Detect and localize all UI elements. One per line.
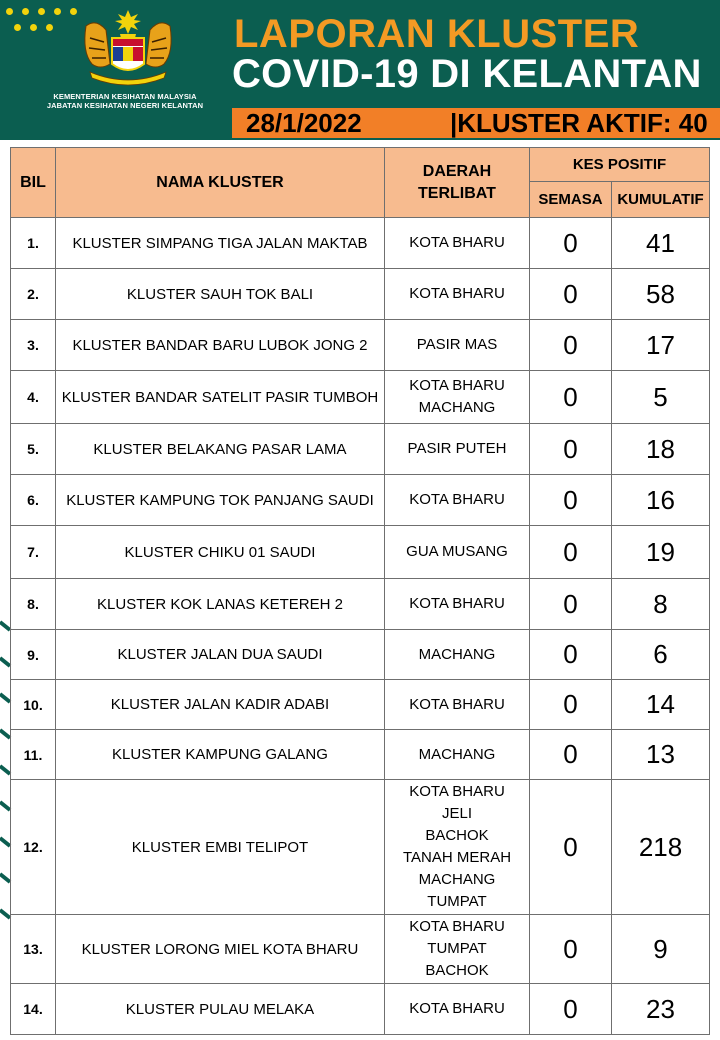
cumulative-cases: 17 — [612, 320, 710, 371]
current-cases: 0 — [530, 218, 612, 269]
district-list — [385, 320, 530, 371]
district-name: KOTA BHARU — [409, 1000, 505, 1017]
cumulative-cases: 218 — [612, 780, 710, 915]
table-row — [11, 730, 710, 780]
cluster-table — [10, 147, 710, 1035]
district-list — [385, 218, 530, 269]
table-row — [11, 269, 710, 320]
cluster-rows — [11, 218, 710, 1035]
report-header — [0, 0, 720, 140]
current-cases: 0 — [530, 680, 612, 730]
table-row — [11, 526, 710, 579]
current-cases: 0 — [530, 320, 612, 371]
district-name: JELI — [441, 805, 472, 822]
cumulative-cases: 6 — [612, 630, 710, 680]
header-bil: BIL — [11, 148, 56, 218]
district-list — [385, 984, 530, 1035]
district-name: BACHOK — [425, 962, 489, 979]
current-cases: 0 — [530, 424, 612, 475]
cumulative-cases: 23 — [612, 984, 710, 1035]
department-name: JABATAN KESIHATAN NEGERI KELANTAN — [46, 101, 204, 110]
cluster-name: KLUSTER BELAKANG PASAR LAMA — [56, 424, 385, 475]
district-name: KOTA BHARU — [409, 595, 505, 612]
table-row — [11, 320, 710, 371]
district-list — [385, 915, 530, 984]
report-subtitle: COVID-19 DI KELANTAN — [232, 52, 702, 96]
cumulative-cases: 5 — [612, 371, 710, 424]
cumulative-cases: 8 — [612, 579, 710, 630]
district-name: KOTA BHARU — [409, 783, 505, 800]
row-number: 4. — [11, 371, 56, 424]
district-name: TANAH MERAH — [402, 849, 512, 866]
cluster-name: KLUSTER LORONG MIEL KOTA BHARU — [56, 915, 385, 984]
district-name: KOTA BHARU — [409, 918, 505, 935]
cluster-name: KLUSTER EMBI TELIPOT — [56, 780, 385, 915]
district-name: MACHANG — [418, 399, 496, 416]
table-row — [11, 984, 710, 1035]
current-cases: 0 — [530, 730, 612, 780]
report-date: 28/1/2022 — [246, 108, 362, 138]
table-row — [11, 218, 710, 269]
district-list — [385, 269, 530, 320]
current-cases: 0 — [530, 579, 612, 630]
current-cases: 0 — [530, 780, 612, 915]
table-row — [11, 371, 710, 424]
current-cases: 0 — [530, 269, 612, 320]
table-row — [11, 579, 710, 630]
district-name: GUA MUSANG — [406, 543, 508, 560]
district-list — [385, 424, 530, 475]
row-number: 7. — [11, 526, 56, 579]
cluster-name: KLUSTER BANDAR SATELIT PASIR TUMBOH — [56, 371, 385, 424]
cluster-name: KLUSTER KAMPUNG TOK PANJANG SAUDI — [56, 475, 385, 526]
cumulative-cases: 19 — [612, 526, 710, 579]
header-kes-positif: KES POSITIF — [530, 148, 710, 182]
row-number: 2. — [11, 269, 56, 320]
cumulative-cases: 9 — [612, 915, 710, 984]
current-cases: 0 — [530, 630, 612, 680]
cumulative-cases: 58 — [612, 269, 710, 320]
row-number: 3. — [11, 320, 56, 371]
table-row — [11, 780, 710, 915]
header-kumulatif: KUMULATIF — [612, 182, 710, 218]
cluster-name: KLUSTER KAMPUNG GALANG — [56, 730, 385, 780]
cluster-name: KLUSTER SIMPANG TIGA JALAN MAKTAB — [56, 218, 385, 269]
district-name: BACHOK — [425, 827, 489, 844]
report-title: LAPORAN KLUSTER — [234, 12, 640, 56]
district-name: TUMPAT — [427, 940, 487, 957]
district-name: MACHANG — [418, 745, 496, 763]
cluster-name: KLUSTER JALAN KADIR ADABI — [56, 680, 385, 730]
district-name: KOTA BHARU — [409, 377, 505, 394]
table-row — [11, 680, 710, 730]
district-list — [385, 730, 530, 780]
cumulative-cases: 13 — [612, 730, 710, 780]
cluster-name: KLUSTER JALAN DUA SAUDI — [56, 630, 385, 680]
district-name: PASIR MAS — [416, 336, 498, 353]
district-name: KOTA BHARU — [409, 491, 505, 508]
district-name: PASIR PUTEH — [407, 440, 507, 457]
cluster-name: KLUSTER CHIKU 01 SAUDI — [56, 526, 385, 579]
row-number: 14. — [11, 984, 56, 1035]
cluster-name: KLUSTER KOK LANAS KETEREH 2 — [56, 579, 385, 630]
row-number: 6. — [11, 475, 56, 526]
district-list — [385, 780, 530, 915]
district-list — [385, 680, 530, 730]
district-name: KOTA BHARU — [409, 285, 505, 302]
current-cases: 0 — [530, 526, 612, 579]
row-number: 1. — [11, 218, 56, 269]
district-name: TUMPAT — [427, 893, 487, 910]
district-list — [385, 371, 530, 424]
district-name: KOTA BHARU — [409, 234, 505, 251]
header-nama-kluster: NAMA KLUSTER — [56, 148, 385, 218]
row-number: 11. — [11, 730, 56, 780]
cumulative-cases: 41 — [612, 218, 710, 269]
malaysia-coat-of-arms-icon — [72, 8, 184, 88]
table-row — [11, 630, 710, 680]
cluster-name: KLUSTER BANDAR BARU LUBOK JONG 2 — [56, 320, 385, 371]
cluster-name: KLUSTER SAUH TOK BALI — [56, 269, 385, 320]
row-number: 10. — [11, 680, 56, 730]
district-name: MACHANG — [418, 645, 496, 663]
current-cases: 0 — [530, 371, 612, 424]
row-number: 9. — [11, 630, 56, 680]
active-clusters-count: |KLUSTER AKTIF: 40 — [450, 108, 708, 138]
current-cases: 0 — [530, 475, 612, 526]
decorative-dots — [6, 6, 76, 36]
current-cases: 0 — [530, 984, 612, 1035]
row-number: 5. — [11, 424, 56, 475]
row-number: 12. — [11, 780, 56, 915]
district-list — [385, 630, 530, 680]
ministry-name: KEMENTERIAN KESIHATAN MALAYSIA — [53, 92, 197, 101]
date-bar — [232, 108, 720, 138]
row-number: 13. — [11, 915, 56, 984]
cumulative-cases: 16 — [612, 475, 710, 526]
table-row — [11, 475, 710, 526]
cluster-name: KLUSTER PULAU MELAKA — [56, 984, 385, 1035]
district-list — [385, 579, 530, 630]
cumulative-cases: 14 — [612, 680, 710, 730]
row-number: 8. — [11, 579, 56, 630]
header-daerah: DAERAH TERLIBAT — [385, 148, 530, 218]
district-name: KOTA BHARU — [409, 695, 505, 713]
table-row — [11, 915, 710, 984]
table-row — [11, 424, 710, 475]
cumulative-cases: 18 — [612, 424, 710, 475]
district-list — [385, 475, 530, 526]
current-cases: 0 — [530, 915, 612, 984]
header-semasa: SEMASA — [530, 182, 612, 218]
district-name: MACHANG — [418, 871, 496, 888]
district-list — [385, 526, 530, 579]
